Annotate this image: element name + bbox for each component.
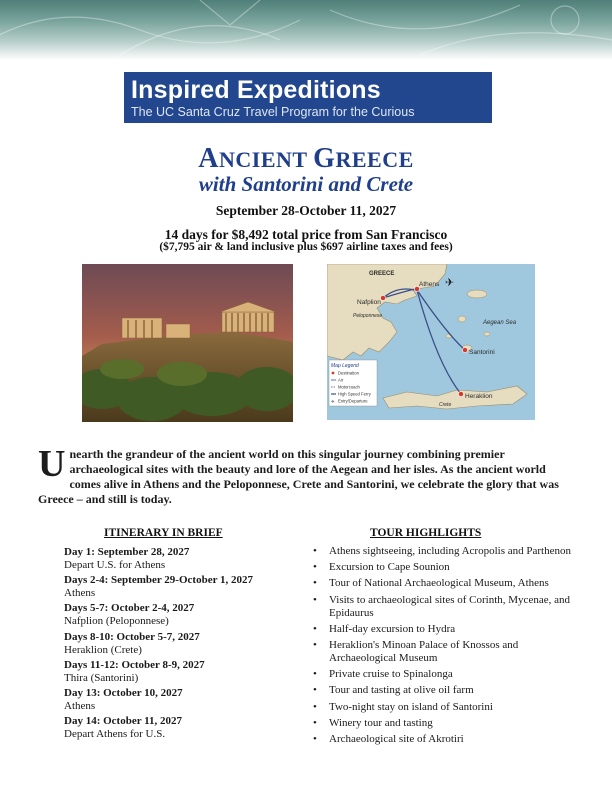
highlight-text: Visits to archaeological sites of Corinth, Mycenae, and Epidaurus (329, 593, 570, 619)
map-legend (329, 360, 377, 406)
bullet-icon: • (313, 622, 317, 635)
itinerary-place: Athens (64, 587, 96, 600)
bullet-icon: • (313, 545, 317, 557)
highlight-text: Two-night stay on island of Santorini (329, 700, 493, 713)
itinerary-entry (64, 715, 304, 741)
itinerary-place: Athens (64, 699, 96, 712)
highlight-item (313, 717, 573, 730)
itinerary-day: Day 1: September 28, 2027 (64, 546, 190, 558)
trip-title (0, 143, 612, 175)
highlight-text: Heraklion's Minoan Palace of Knossos and Archaeological Museum (329, 638, 519, 664)
title-cap-g: G (313, 143, 336, 174)
map-label-heraklion: Heraklion (465, 393, 493, 400)
map-legend-title: Map Legend (331, 363, 359, 369)
intro-text: nearth the grandeur of the ancient world on this singular journey combining premier archaeological sites with the beauty and lore of the Aegean and her isles. As the ancient world comes alive in Athens and the Peloponnese, Crete and Santorini, we celebrate the glory that was Greece – and still is today. (38, 447, 559, 506)
title-cap-a: A (198, 143, 219, 174)
highlights-list (313, 545, 573, 749)
banner-title: Inspired Expeditions (131, 76, 381, 104)
trip-dates: September 28-October 11, 2027 (215, 203, 397, 218)
legend-entry-departure: Entry/Departure (338, 398, 368, 404)
highlight-text: Tour and tasting at olive oil farm (329, 684, 474, 697)
map-label-crete: Crete (439, 402, 452, 408)
highlight-text: Private cruise to Spinalonga (329, 668, 453, 681)
bullet-icon: • (313, 716, 317, 729)
itinerary-day: Days 11-12: October 8-9, 2027 (64, 658, 205, 671)
map-label-nafplion: Nafplion (357, 299, 381, 306)
highlight-item (313, 577, 573, 590)
bullet-icon: • (313, 561, 317, 574)
title-part-ancient: NCIENT (218, 147, 314, 172)
bullet-icon: • (313, 732, 317, 745)
highlight-item (313, 733, 573, 746)
highlight-text: Athens sightseeing, including Acropolis and Parthenon (329, 545, 571, 557)
highlight-text: Excursion to Cape Sounion (329, 561, 450, 574)
highlight-text: Winery tour and tasting (329, 716, 433, 729)
bullet-icon: • (313, 668, 317, 681)
bullet-icon: • (313, 638, 317, 651)
legend-destination: Destination (338, 370, 359, 376)
itinerary-place: Depart Athens for U.S. (64, 728, 166, 741)
itinerary-entry (64, 602, 304, 628)
map-label-peloponnese: Peloponnese (353, 313, 383, 319)
itinerary-entry (64, 574, 304, 600)
highlight-text: Tour of National Archaeological Museum, Athens (329, 577, 549, 590)
itinerary-entry (64, 659, 304, 685)
itinerary-day: Day 14: October 11, 2027 (64, 715, 183, 728)
bullet-icon: • (313, 593, 317, 606)
highlight-item (313, 684, 573, 697)
itinerary-list (64, 546, 304, 743)
itinerary-day: Days 8-10: October 5-7, 2027 (64, 630, 200, 643)
itinerary-place: Thira (Santorini) (64, 671, 139, 684)
itinerary-day: Days 2-4: September 29-October 1, 2027 (64, 574, 254, 587)
banner-subtitle: The UC Santa Cruz Travel Program for the Curious (131, 105, 415, 119)
highlight-item (313, 701, 573, 714)
highlight-item (313, 668, 573, 681)
trip-price-detail: ($7,795 air & land inclusive plus $697 airline taxes and fees) (159, 241, 453, 253)
bullet-icon: • (313, 577, 317, 590)
intro-paragraph (38, 443, 574, 507)
map-label-aegean: Aegean Sea (483, 320, 517, 326)
program-banner (124, 72, 492, 123)
highlight-item (313, 561, 573, 574)
itinerary-place: Nafplion (Peloponnese) (64, 615, 169, 628)
highlight-text: Half-day excursion to Hydra (329, 622, 456, 635)
trip-subtitle: with Santorini and Crete (198, 172, 414, 196)
map-label-athens: Athens (419, 281, 440, 288)
legend-air: Air (338, 377, 344, 383)
highlight-item (313, 639, 573, 665)
itinerary-heading: ITINERARY IN BRIEF (104, 527, 223, 539)
itinerary-entry (64, 687, 304, 713)
mosaic-pattern (0, 0, 612, 60)
legend-motorcoach: Motorcoach (338, 384, 360, 390)
acropolis-photo (82, 264, 293, 422)
itinerary-place: Heraklion (Crete) (64, 643, 142, 656)
title-part-greece: REECE (335, 147, 414, 172)
map-label-santorini: Santorini (469, 349, 495, 356)
highlight-text: Archaeological site of Akrotiri (329, 732, 464, 745)
legend-ferry: High Speed Ferry (338, 391, 371, 397)
trip-price: 14 days for $8,492 total price from San Francisco (164, 227, 448, 242)
itinerary-day: Day 13: October 10, 2027 (64, 686, 183, 699)
itinerary-place: Depart U.S. for Athens (64, 559, 166, 571)
bullet-icon: • (313, 700, 317, 713)
svg-text:✈: ✈ (331, 400, 335, 405)
intro-dropcap: U (38, 443, 66, 485)
highlights-heading: TOUR HIGHLIGHTS (370, 527, 482, 539)
highlight-item (313, 594, 573, 620)
map-label-greece: GREECE (369, 271, 395, 277)
bullet-icon: • (313, 684, 317, 697)
highlight-item (313, 545, 573, 558)
decorative-header-band (0, 0, 612, 60)
itinerary-day: Days 5-7: October 2-4, 2027 (64, 602, 195, 615)
highlight-item (313, 623, 573, 636)
itinerary-entry (64, 631, 304, 657)
airplane-icon: ✈ (445, 276, 455, 289)
itinerary-entry (64, 546, 304, 572)
route-map (327, 264, 535, 420)
